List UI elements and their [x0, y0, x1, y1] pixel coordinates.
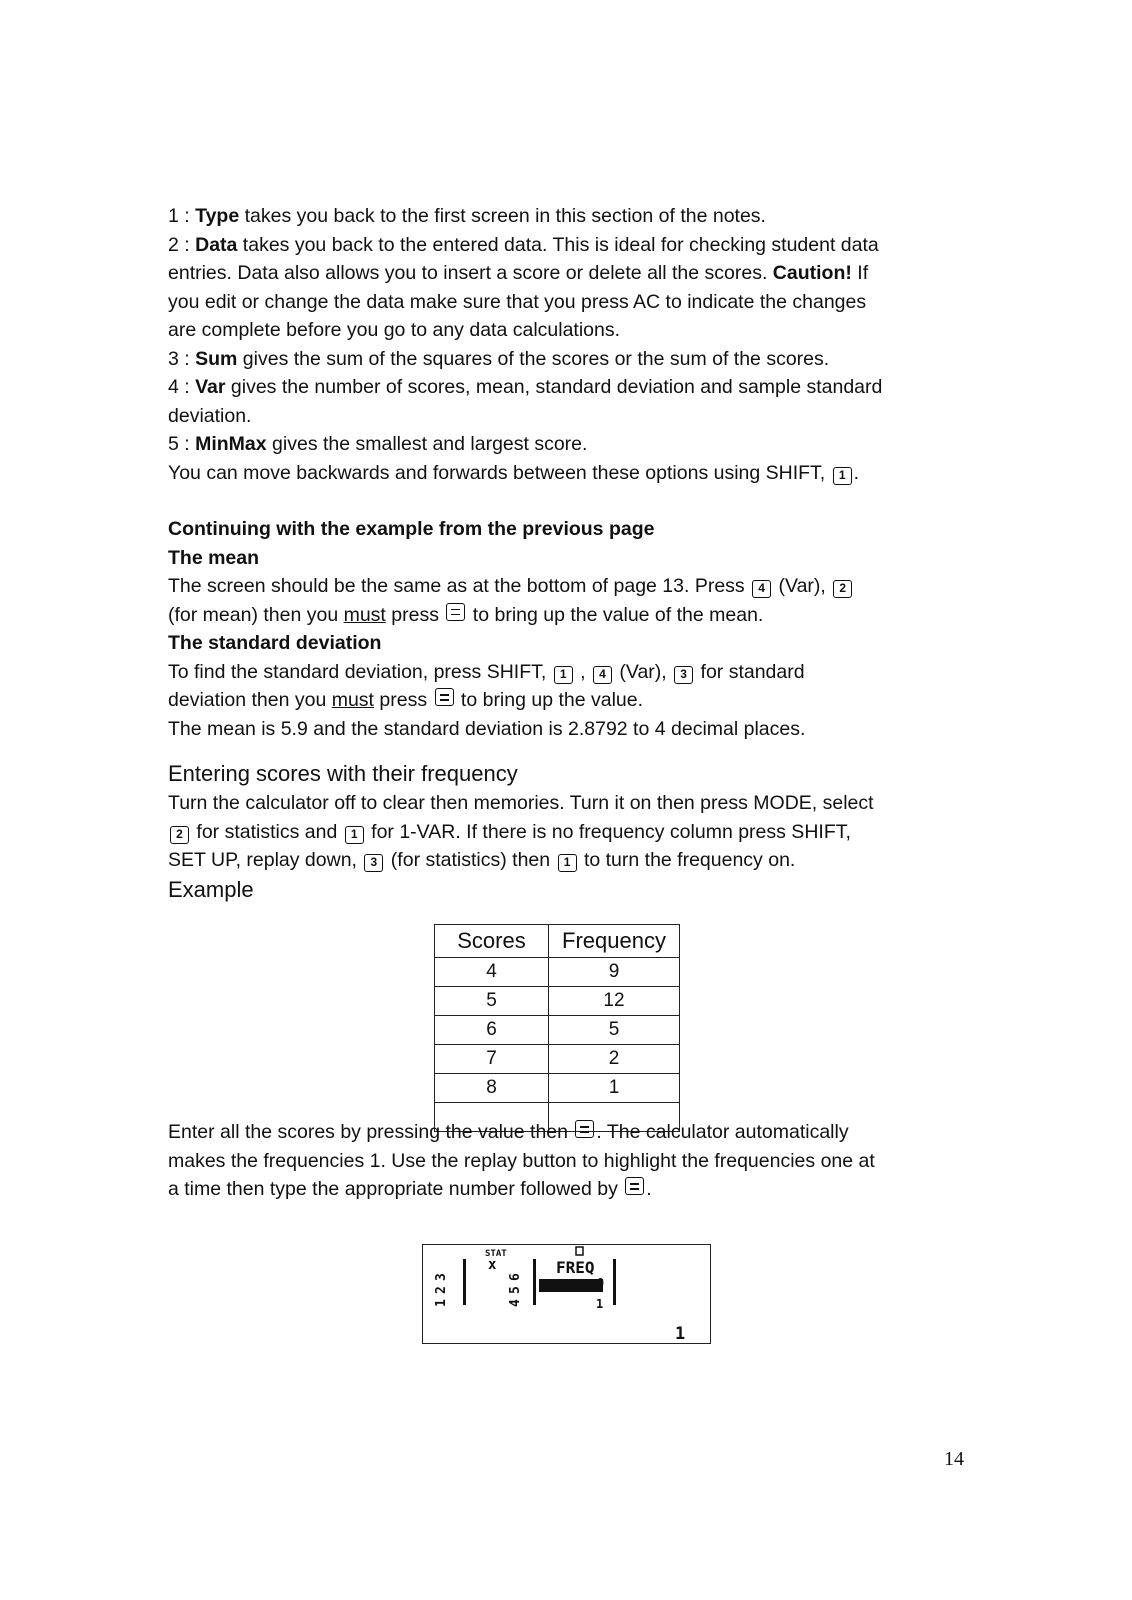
continuing-heading: Continuing with the example from the previous page — [168, 518, 655, 540]
key-4-icon: 4 — [593, 666, 612, 684]
item-sum: 3 : Sum gives the sum of the squares of the scores or the sum of the scores. — [168, 347, 830, 370]
key-4-icon: 4 — [752, 580, 771, 598]
calculator-screen — [422, 1244, 711, 1344]
mean-heading: The mean — [168, 546, 260, 569]
row-x-value: 4 — [508, 1299, 523, 1307]
table-header: Frequency — [549, 925, 680, 958]
key-2-icon: 2 — [170, 826, 189, 844]
table-row: 4 9 — [435, 958, 680, 987]
move-instruction: You can move backwards and forwards between these options using SHIFT, 1 . — [168, 461, 860, 484]
document-body: 1 : Type takes you back to the first screen in this section of the notes. 2 : Data takes you back to the entered data. This is ideal for checking student data entries. Data also allows you to insert a score or delete all the scores. Caution! If you edit or change the data make sure that you press AC to indicate the changes are complete before you go to any data calculations. 3 : Sum gives the sum of the squares of the scores or the sum of the scores. 4 : Var gives the number of scores, mean, standard deviation and sample standard deviation. 5 : MinMax gives the smallest and largest score. You can move backwards and forwards between these options using SHIFT, 1 . Continuing with the example from the previous page The mean The screen should be the same as at the bottom of page 13. Press 4 (Var), 2 (for mean) then you must press to bring up the value of the mean. The standard deviation To find the standard deviation, press SHIFT, 1 , 4 (Var), 3 for standard deviation then you must press to bring up the value. The mean is 5.9 and the standard deviation is 2.8792 to 4 decimal places. Entering scores with their frequency Turn the calculator off to clear then memories. Turn it on then press MODE, select 2 for statistics and 1 for 1-VAR. If there is no frequency column press SHIFT, SET UP, replay down, 3 (for statistics) then 1 to turn the frequency on. Example — [168, 202, 978, 905]
freq-column-label: FREQ — [556, 1258, 595, 1277]
key-2-icon: 2 — [833, 580, 852, 598]
item-minmax: 5 : MinMax gives the smallest and largest score. — [168, 433, 588, 455]
row-index: 2 — [434, 1286, 449, 1294]
highlighted-cell — [539, 1279, 603, 1292]
key-3-icon: 3 — [674, 666, 693, 684]
table-header: Scores — [435, 925, 549, 958]
row-index: 1 — [434, 1299, 449, 1307]
row-x-value: 5 — [508, 1286, 523, 1294]
key-1-icon: 1 — [558, 854, 577, 872]
sd-heading: The standard deviation — [168, 632, 382, 654]
key-1-icon: 1 — [345, 826, 364, 844]
key-1-icon: 1 — [554, 666, 573, 684]
table-row: 7 2 — [435, 1045, 680, 1074]
freq-value: 9 — [597, 1276, 605, 1290]
frequency-table — [434, 924, 680, 1132]
cursor-icon — [576, 1247, 583, 1255]
caution-label: Caution! — [772, 262, 852, 284]
equals-key-icon — [625, 1177, 644, 1195]
key-1-icon: 1 — [833, 467, 852, 485]
item-var: 4 : Var gives the number of scores, mean, standard deviation and sample standard — [168, 376, 883, 398]
equals-key-icon — [435, 688, 454, 706]
section-title: Entering scores with their frequency — [168, 761, 518, 786]
row-x-value: 6 — [508, 1273, 523, 1281]
input-value: 1 — [675, 1324, 686, 1342]
result-text: The mean is 5.9 and the standard deviation is 2.8792 to 4 decimal places. — [168, 717, 806, 740]
after-table-text: Enter all the scores by pressing the value then . The calculator automatically makes the frequencies 1. Use the replay button to highlight the frequencies one at a time then type the appropriate number followed by . — [168, 1121, 875, 1200]
table-row: 8 1 — [435, 1074, 680, 1103]
row-index: 3 — [434, 1273, 449, 1281]
stat-indicator: STAT — [485, 1249, 507, 1259]
table-row: 6 5 — [435, 1016, 680, 1045]
table-row: 5 12 — [435, 987, 680, 1016]
key-3-icon: 3 — [364, 854, 383, 872]
page-number: 14 — [944, 1448, 964, 1470]
x-column-label: x — [488, 1257, 497, 1273]
example-title: Example — [168, 876, 254, 902]
item-type: 1 : Type takes you back to the first screen in this section of the notes. — [168, 205, 766, 227]
equals-key-icon — [446, 603, 465, 621]
equals-key-icon — [575, 1120, 594, 1138]
item-data: 2 : Data takes you back to the entered data. This is ideal for checking student data — [168, 233, 879, 256]
freq-value: 1 — [596, 1297, 604, 1311]
calculator-display — [423, 1245, 709, 1342]
